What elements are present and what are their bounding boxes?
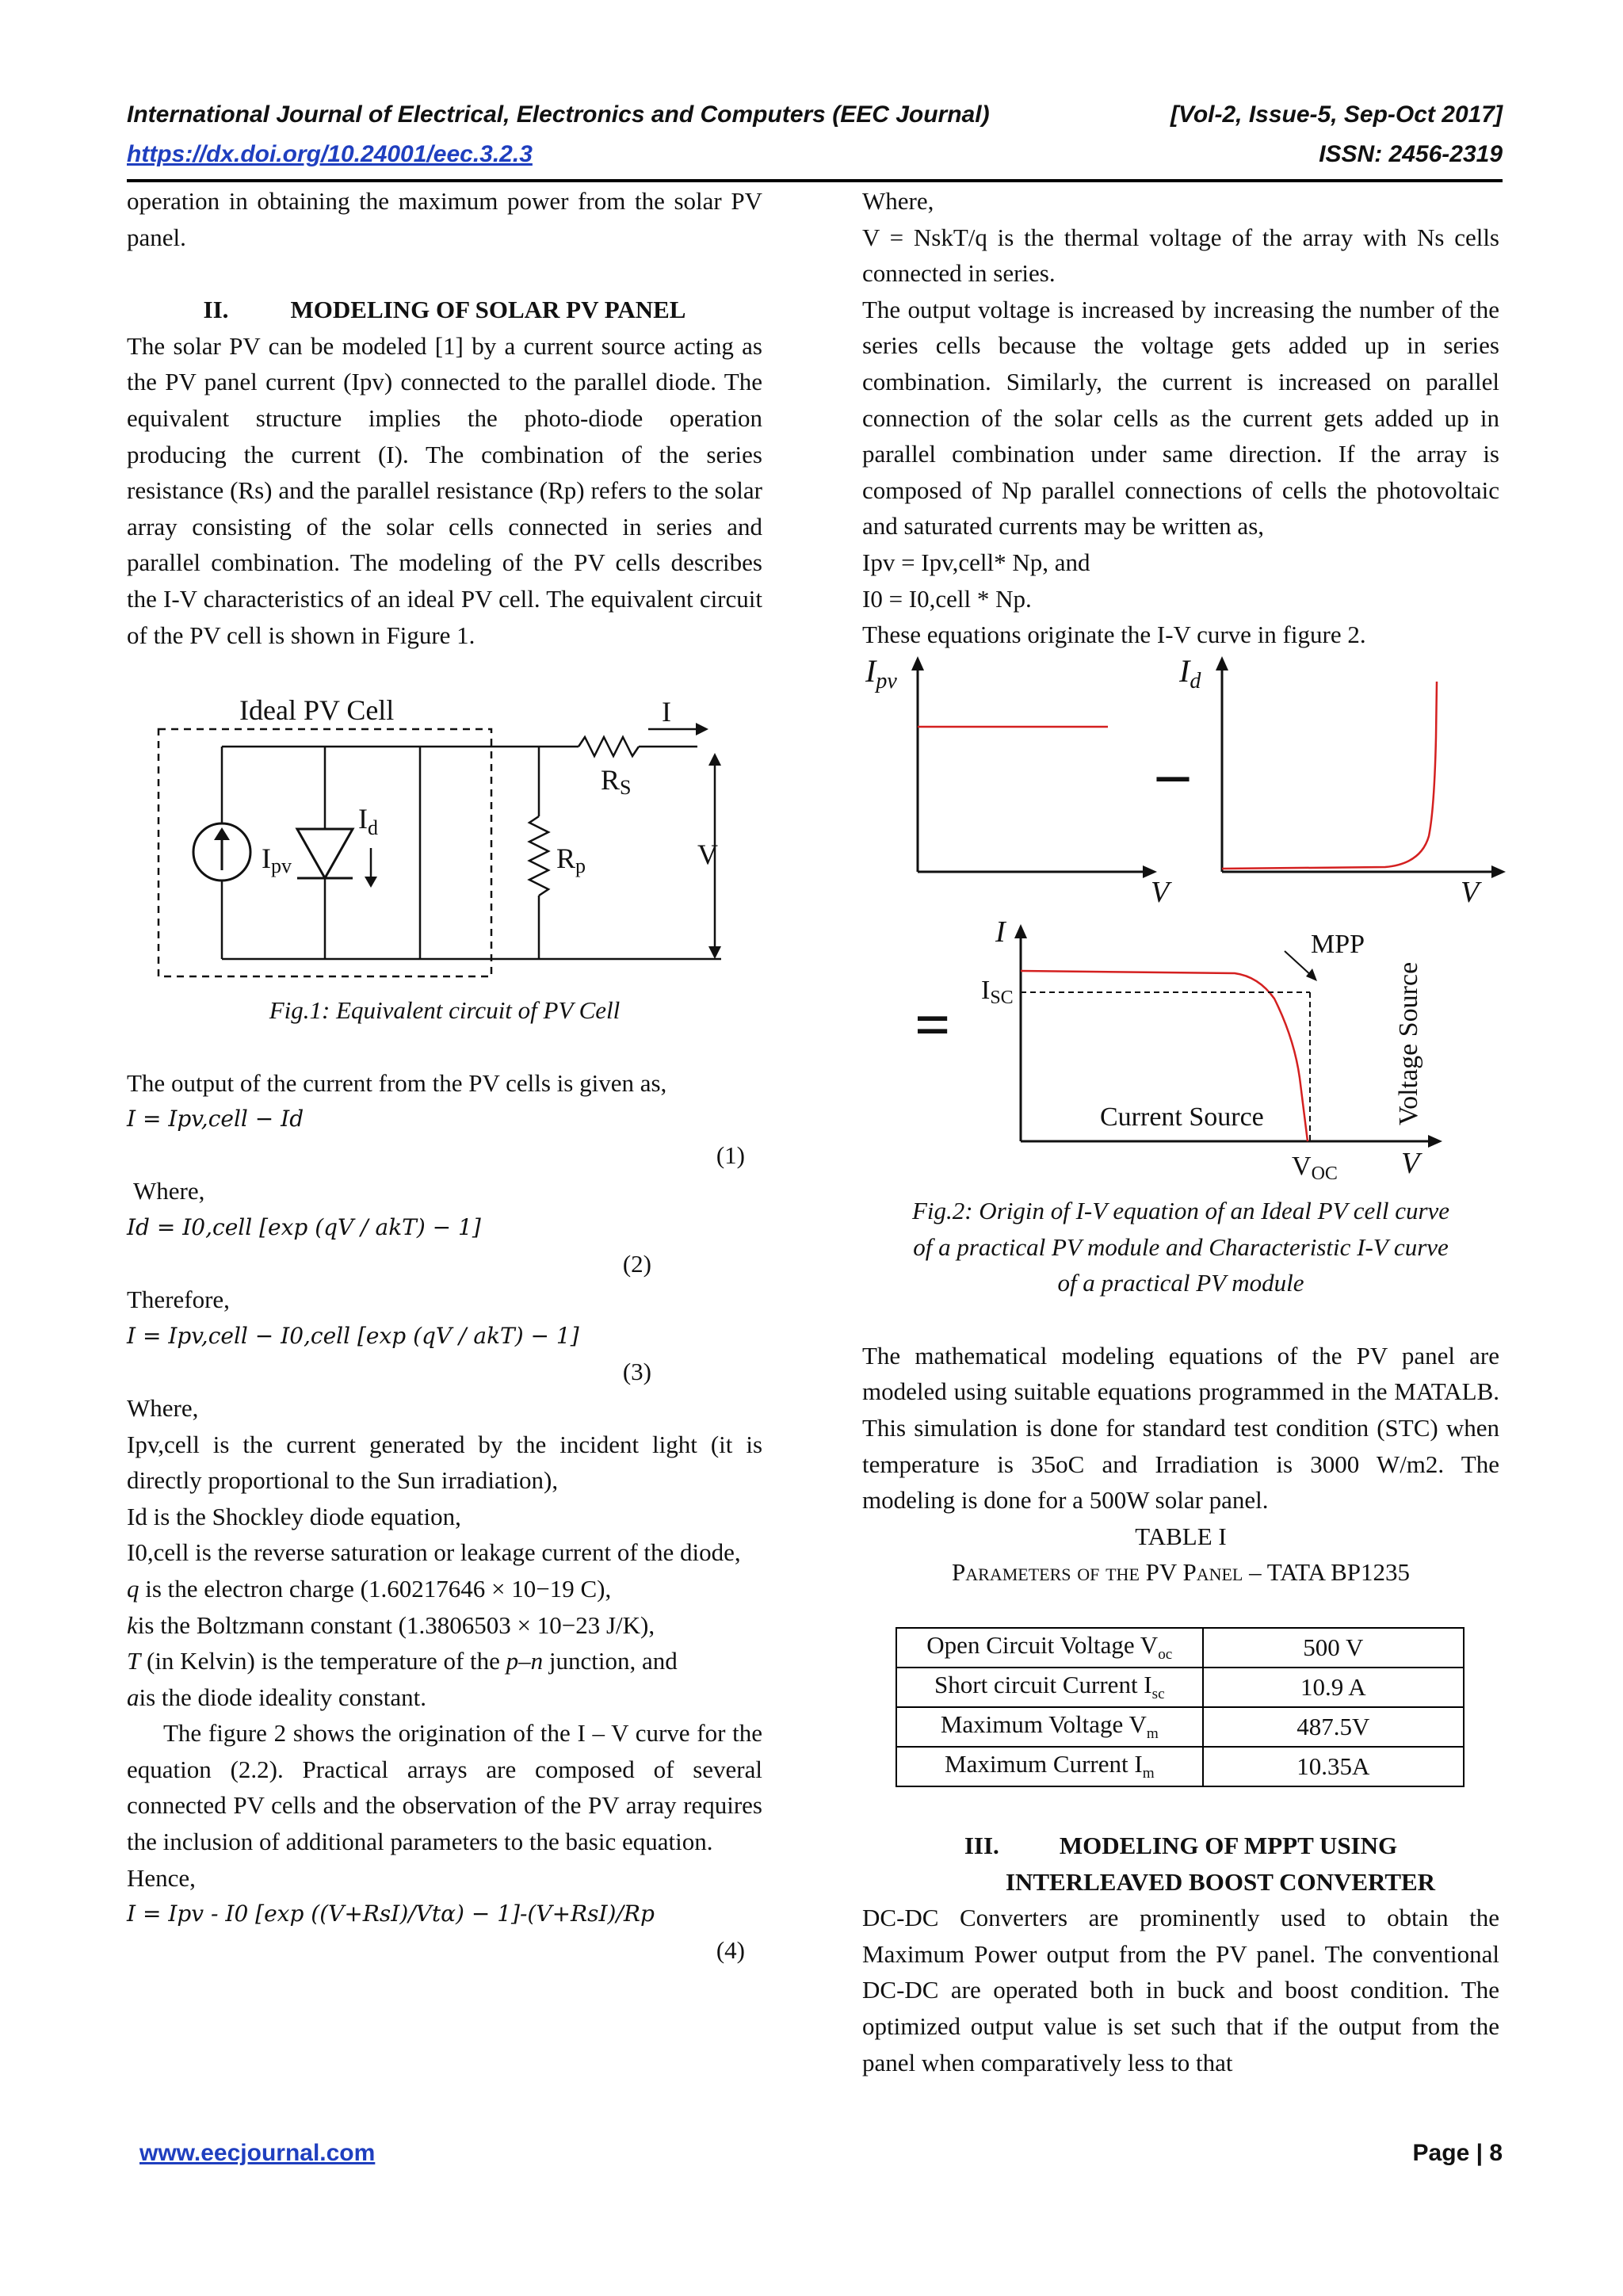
parameters-table (896, 1627, 1465, 1787)
rp-label: Rp (556, 842, 586, 877)
minus-sign: – (1157, 739, 1189, 808)
fig2-caption: of a practical PV module (1057, 1269, 1304, 1297)
paragraph: DC-DC Converters are prominently used to obtain the Maximum Power output from the PV panel. The conventional DC-DC are operated both in buck and boost condition. The optimized output value is set such that if the output from the panel when comparatively less to that (862, 1904, 1499, 2076)
equation-number: (2) (622, 1249, 651, 1278)
header-rule (127, 179, 1503, 182)
section-heading: III. MODELING OF MPPT USING (964, 1832, 1398, 1859)
ipv-label: Ipv (262, 842, 292, 877)
definition: T (in Kelvin) is the temperature of the p–n junction, and (127, 1647, 678, 1675)
equation-2: Id = I0,cell [exp (qV / akT) − 1] (127, 1213, 481, 1240)
i-axis-label: I (995, 915, 1006, 949)
v-axis-label: V (1461, 876, 1480, 909)
table-row (896, 1747, 1464, 1786)
i-label: I (662, 696, 671, 728)
voltage-source-label: Voltage Source (1394, 961, 1423, 1125)
equation-4: I = Ipv - I0 [exp ((V+RsI)/Vtα) − 1]-(V+RsI)/Rp (127, 1901, 655, 1927)
fig2-caption: of a practical PV module and Characteristic I-V curve (913, 1232, 1449, 1261)
hence-label: Hence, (127, 1863, 196, 1892)
param-value-cell: 10.9 A (1203, 1668, 1464, 1707)
section-heading: II. MODELING OF SOLAR PV PANEL (203, 296, 686, 324)
paragraph: V = NskT/q is the thermal voltage of the array with Ns cells connected in series. (862, 223, 1499, 288)
where-label: Where, (862, 187, 934, 215)
mpp-label: MPP (1311, 930, 1365, 959)
fig1-circuit (151, 690, 737, 983)
paragraph: These equations originate the I-V curve in figure 2. (862, 621, 1366, 649)
voc-label: VOC (1292, 1152, 1338, 1184)
page-number: Page | 8 (1412, 2140, 1503, 2166)
equation-1: I = Ipv,cell − Id (127, 1106, 304, 1133)
rs-resistor-icon (579, 737, 639, 756)
equals-sign: = (915, 991, 951, 1060)
paragraph: The output of the current from the PV cells is given as, (127, 1068, 667, 1097)
v-label: V (697, 839, 718, 870)
equation-a: Ipv = Ipv,cell* Np, and (862, 548, 1090, 576)
paragraph: The mathematical modeling equations of the PV panel are modeled using suitable equations programmed in the MATALB. This simulation is done for standard test condition (STC) when temperature is 35oC and Irradiation is 3000 W/m2. The modeling is done for a 500W solar panel. (862, 1341, 1499, 1515)
equation-3: I = Ipv,cell − I0,cell [exp (qV / akT) − 1] (127, 1322, 579, 1349)
diode-icon (297, 747, 353, 959)
paragraph: The figure 2 shows the origination of the I – V curve for the equation (2.2). Practical arrays are composed of several connected PV cells and the observation of the PV array requires the inclusion of additional parameters to the basic equation. (127, 1719, 762, 1856)
right-column-lower (862, 1193, 1499, 1591)
volume-info: [Vol-2, Issue-5, Sep-Oct 2017] (1170, 101, 1503, 128)
param-value-cell: 487.5V (1203, 1707, 1464, 1747)
v-axis-label: V (1151, 876, 1170, 909)
right-column-bottom (862, 1828, 1499, 2080)
paragraph: The solar PV can be modeled [1] by a current source acting as the PV panel current (Ipv) connected to the parallel diode. The equivalent structure implies the photo-diode operation producing the current (I). The combination of the series resistance (Rs) and the parallel resistance (Rp) refers to the solar array consisting of the solar cells connected in series and parallel combination. The modeling of the PV cells describes the I-V characteristics of an ideal PV cell. The equivalent circuit of the PV cell is shown in Figure 1. (127, 331, 762, 649)
param-name-cell: Maximum Current $I_m$ (896, 1747, 1203, 1786)
equation-b: I0 = I0,cell * Np. (862, 584, 1032, 613)
fig2-iv-curves (862, 650, 1512, 1189)
table-row (896, 1707, 1464, 1747)
table-row (896, 1628, 1464, 1668)
id-axis-label: $I_d$ (1179, 653, 1201, 693)
definition: q is the electron charge (1.60217646 × 10−19 C), (127, 1574, 612, 1603)
table-row (896, 1668, 1464, 1707)
id-label: $I_d$ (358, 803, 378, 839)
fig2-caption: Fig.2: Origin of I-V equation of an Ideal PV cell curve (911, 1197, 1450, 1224)
journal-title: International Journal of Electrical, Electronics and Computers (EEC Journal) (127, 101, 990, 128)
table-title: TABLE I (1135, 1522, 1227, 1550)
equation-number: (1) (716, 1140, 745, 1169)
rp-resistor-icon (529, 816, 548, 896)
definition: kis the Boltzmann constant (1.3806503 × 10−23 J/K), (127, 1610, 655, 1639)
diode-current-curve (1222, 682, 1437, 869)
equation-number: (3) (622, 1358, 651, 1386)
rs-label: RS (601, 764, 632, 799)
therefore-label: Therefore, (127, 1286, 230, 1314)
table-subtitle: Parameters of the PV Panel – TATA BP1235 (952, 1558, 1410, 1587)
issn: ISSN: 2456-2319 (1319, 141, 1503, 167)
param-name-cell: Short circuit Current $I_{sc}$ (896, 1668, 1203, 1707)
definition: Id is the Shockley diode equation, (127, 1502, 461, 1530)
equation-number: (4) (716, 1935, 745, 1964)
param-name-cell: Open Circuit Voltage $V_{oc}$ (896, 1628, 1203, 1668)
isc-label: ISC (981, 976, 1014, 1008)
param-name-cell: Maximum Voltage $V_m$ (896, 1707, 1203, 1747)
definition: Ipv,cell is the current generated by the incident light (it is directly proportional to the Sun irradiation), (127, 1430, 763, 1495)
param-value-cell: 10.35A (1203, 1747, 1464, 1786)
left-column-lower (127, 992, 762, 1968)
doi-link[interactable]: https://dx.doi.org/10.24001/eec.3.2.3 (127, 141, 533, 167)
param-value-cell: 500 V (1203, 1628, 1464, 1668)
paragraph: operation in obtaining the maximum power from the solar PV panel. (127, 187, 762, 251)
website-link[interactable]: www.eecjournal.com (139, 2140, 376, 2166)
definition: ais the diode ideality constant. (127, 1683, 426, 1711)
where-label: Where, (133, 1177, 205, 1205)
current-source-label: Current Source (1100, 1102, 1264, 1132)
fig1-title: Ideal PV Cell (239, 694, 395, 726)
fig1-caption: Fig.1: Equivalent circuit of PV Cell (269, 996, 621, 1024)
right-column (862, 183, 1499, 653)
ipv-axis-label: $I_{pv}$ (865, 653, 897, 693)
v-axis-label: V (1401, 1147, 1420, 1180)
definition: I0,cell is the reverse saturation or leakage current of the diode, (127, 1538, 741, 1567)
left-column (127, 183, 762, 653)
where-label: Where, (127, 1393, 199, 1422)
paragraph: The output voltage is increased by increasing the number of the series cells because the voltage gets added up in series combination. Similarly, the current is increased on parallel connection of the solar cells as the current gets added up in parallel combination under same direction. If the array is composed of Np parallel connections of cells the photovoltaic and saturated currents may be written as, (862, 295, 1499, 541)
section-heading-line2: INTERLEAVED BOOST CONVERTER (1005, 1867, 1436, 1896)
